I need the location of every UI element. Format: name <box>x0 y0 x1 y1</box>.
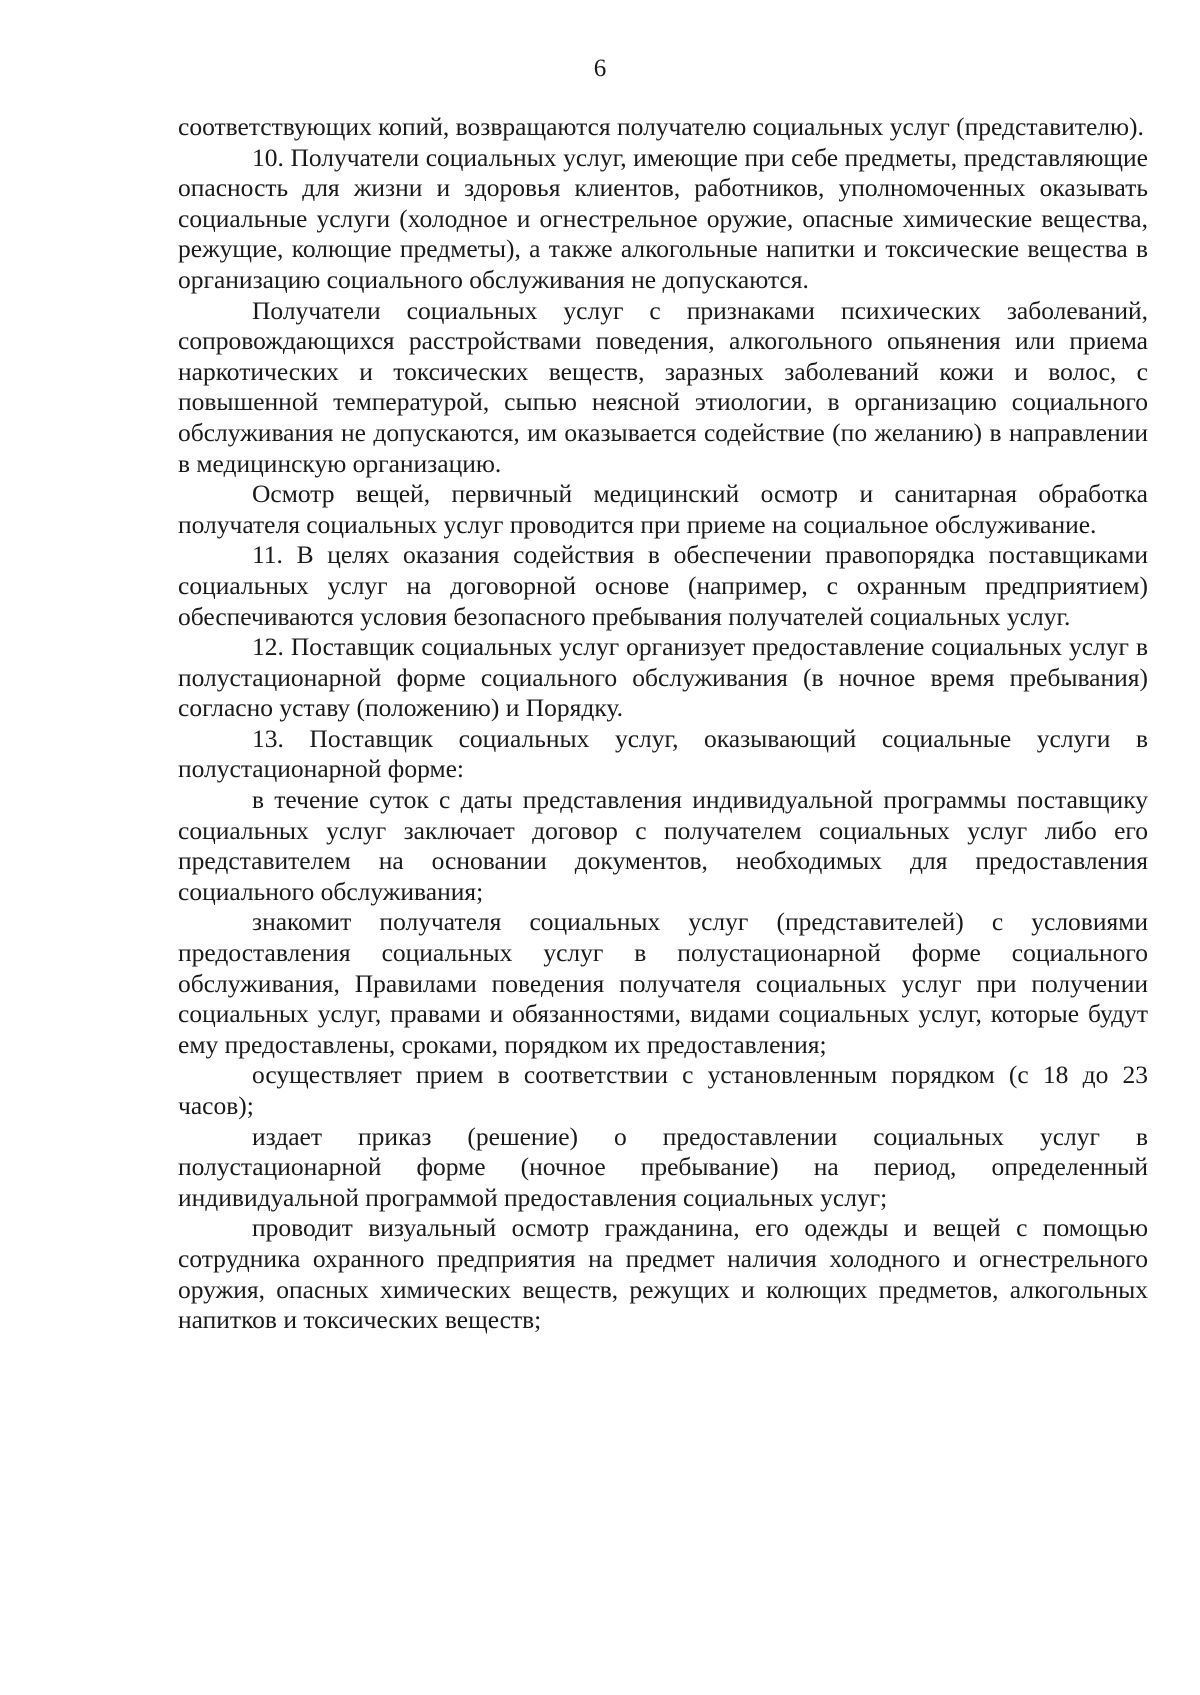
paragraph-acquaintance: знакомит получателя социальных услуг (представителей) с условиями предоставления социальных услуг в полустационарной форме социального обслуживания, Правилами поведения получателя социальных услуг при получении социальных услуг, правами и обязанностями, видами социальных услуг, которые будут ему предоставлены, сроками, порядком их предоставления; <box>178 907 1148 1059</box>
paragraph-order: издает приказ (решение) о предоставлении социальных услуг в полустационарной форме (ночное пребывание) на период, определенный индивидуальной программой предоставления социальных услуг; <box>178 1121 1148 1212</box>
paragraph-inspection: Осмотр вещей, первичный медицинский осмотр и санитарная обработка получателя социальных услуг проводится при приеме на социальное обслуживание. <box>178 479 1148 539</box>
paragraph-continuation: соответствующих копий, возвращаются получателю социальных услуг (представителю). <box>178 112 1144 141</box>
page-number: 6 <box>593 55 607 82</box>
paragraph-item-12: 12. Поставщик социальных услуг организует предоставление социальных услуг в полустационарной форме социального обслуживания (в ночное время пребывания) согласно уставу (положению) и Порядку. <box>178 632 1148 723</box>
paragraph-item-13: 13. Поставщик социальных услуг, оказывающий социальные услуги в полустационарной форме: <box>178 723 1148 784</box>
paragraph-item-10: 10. Получатели социальных услуг, имеющие при себе предметы, представляющие опасность для жизни и здоровья клиентов, работников, уполномоченных оказывать социальные услуги (холодное и огнестрельное оружие, опасные химические вещества, режущие, колющие предметы), а также алкогольные напитки и токсические вещества в организацию социального обслуживания не допускаются. <box>178 142 1148 294</box>
paragraph-reception: осуществляет прием в соответствии с установленным порядком (с 18 до 23 часов); <box>178 1060 1148 1120</box>
paragraph-contract: в течение суток с даты представления индивидуальной программы поставщику социальных услуг заключает договор с получателем социальных услуг либо его представителем на основании документов, необходимых для предоставления социального обслуживания; <box>178 785 1148 906</box>
paragraph-visual-inspection: проводит визуальный осмотр гражданина, его одежды и вещей с помощью сотрудника охранного предприятия на предмет наличия холодного и огнестрельного оружия, опасных химических веществ, режущих и колющих предметов, алкогольных напитков и токсических веществ; <box>178 1213 1148 1335</box>
document-body <box>178 112 1148 1336</box>
paragraph-item-11: 11. В целях оказания содействия в обеспечении правопорядка поставщиками социальных услуг на договорной основе (например, с охранным предприятием) обеспечиваются условия безопасного пребывания получателей социальных услуг. <box>178 540 1148 631</box>
paragraph-psychiatric-conditions: Получатели социальных услуг с признаками психических заболеваний, сопровождающихся расстройствами поведения, алкогольного опьянения или приема наркотических и токсических веществ, заразных заболеваний кожи и волос, с повышенной температурой, сыпью неясной этиологии, в организацию социального обслуживания не допускаются, им оказывается содействие (по желанию) в направлении в медицинскую организацию. <box>178 295 1148 478</box>
